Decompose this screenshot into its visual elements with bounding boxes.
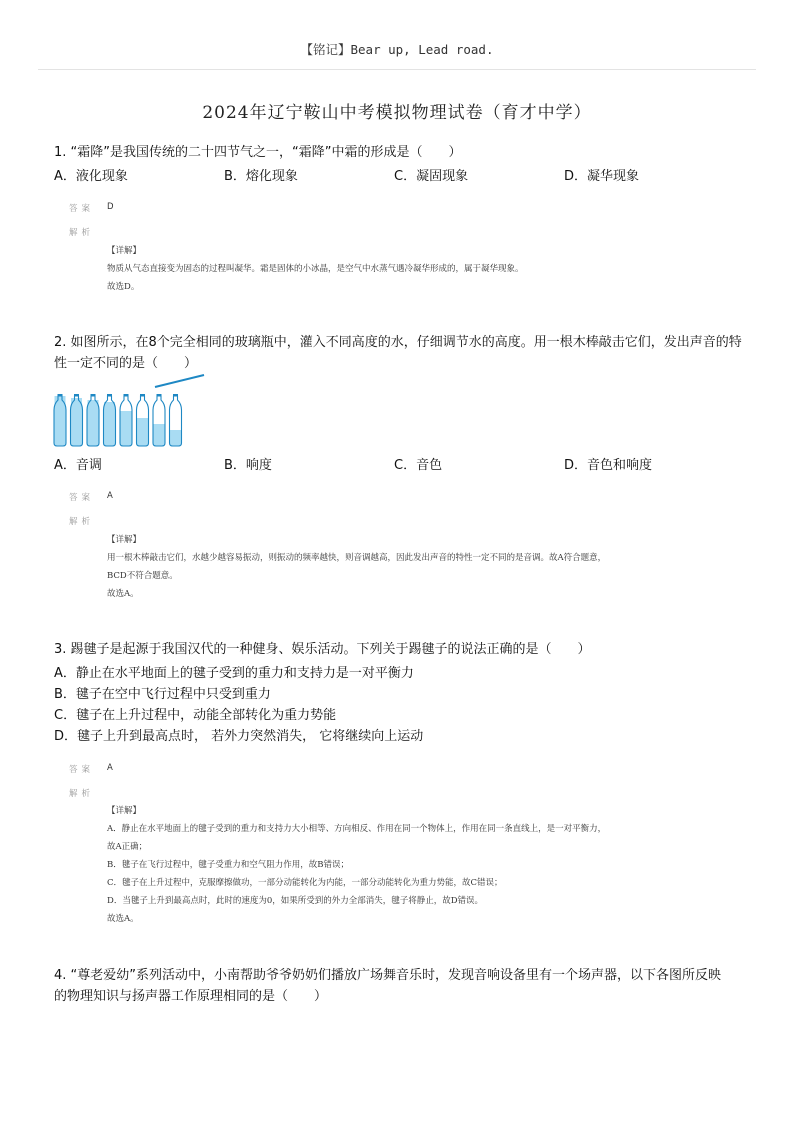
question-3-answer: A [107, 763, 113, 773]
bottle-mouth [124, 394, 129, 397]
page-title: 2024年辽宁鞍山中考模拟物理试卷（育才中学） [202, 103, 592, 123]
answer-label: 答案 [69, 204, 95, 214]
bottle-water [154, 424, 165, 446]
bottle-mouth [157, 394, 162, 397]
bottle-mouth [74, 394, 79, 397]
question-2-option-a: A．音调 [54, 458, 102, 473]
question-1-option-a: A．液化现象 [54, 169, 128, 184]
bottle-water [170, 430, 181, 446]
bottle-mouth [58, 394, 63, 397]
question-1-option-b: B．熔化现象 [224, 169, 298, 184]
glass-bottles-figure [52, 370, 212, 450]
wooden-stick [155, 375, 204, 387]
question-1-detail: 【详解】 物质从气态直接变为固态的过程叫凝华。霜是固体的小冰晶，是空气中水蒸气遇冷凝华形成的，属于凝华现象。 故选D。 [107, 246, 524, 292]
question-1-option-c: C．凝固现象 [394, 169, 469, 184]
analysis-label: 解析 [69, 228, 95, 238]
question-3-option-c: C．毽子在上升过程中，动能全部转化为重力势能 [54, 708, 337, 723]
answer-label: 答案 [69, 493, 95, 503]
answer-label: 答案 [69, 765, 95, 775]
question-3-detail: 【详解】 A．静止在水平地面上的毽子受到的重力和支持力大小相等、方向相反、作用在同一个物体上，作用在同一条直线上，是一对平衡力， 故A正确； B．毽子在飞行过程中，毽子受重力和空气阻力作用，故B错误； C．毽子在上升过程中，克服摩擦做功，一部分动能转化为内能，一部分动能转化为重力势能，故C错误； D．当毽子上升到最高点时，此时的速度为0，如果所受到的外力全部消失，毽子将静止，故D错误。 故选A。 [107, 806, 607, 924]
analysis-label: 解析 [69, 517, 95, 527]
bottle-mouth [91, 394, 96, 397]
question-2-answer: A [107, 491, 113, 501]
bottle-water [55, 396, 66, 446]
question-3-stem: 3. 踢毽子是起源于我国汉代的一种健身、娱乐活动。下列关于踢毽子的说法正确的是（ ） [54, 642, 591, 657]
bottle-water [71, 398, 82, 446]
question-1-stem: 1. “霜降”是我国传统的二十四节气之一，“霜降”中霜的形成是（ ） [54, 145, 462, 160]
bottle-water [88, 400, 99, 446]
question-1-answer: D [107, 202, 114, 212]
question-2-option-c: C．音色 [394, 458, 443, 473]
header-motto: 【铭记】Bear up, Lead road. [300, 42, 494, 57]
analysis-label: 解析 [69, 789, 95, 799]
bottle-mouth [173, 394, 178, 397]
bottle-water [137, 418, 148, 446]
bottle-water [104, 402, 115, 446]
header-divider [38, 69, 756, 70]
question-2-stem: 2. 如图所示，在8个完全相同的玻璃瓶中，灌入不同高度的水，仔细调节水的高度。用一根木棒敲击它们，发出声音的特 性一定不同的是（ ） [54, 335, 742, 371]
question-2-option-d: D．音色和响度 [564, 458, 653, 473]
question-3-option-b: B．毽子在空中飞行过程中只受到重力 [54, 687, 271, 702]
question-3-option-a: A．静止在水平地面上的毽子受到的重力和支持力是一对平衡力 [54, 666, 414, 681]
bottle-water [121, 411, 132, 446]
question-2-detail: 【详解】 用一根木棒敲击它们，水越少越容易振动，则振动的频率越快，则音调越高，因此发出声音的特性一定不同的是音调。故A符合题意， BCD不符合题意。 故选A。 [107, 535, 607, 599]
bottle-mouth [140, 394, 145, 397]
bottle-mouth [107, 394, 112, 397]
question-3-option-d: D．毽子上升到最高点时， 若外力突然消失， 它将继续向上运动 [54, 729, 424, 744]
question-1-option-d: D．凝华现象 [564, 169, 640, 184]
question-4-stem: 4. “尊老爱幼”系列活动中，小南帮助爷爷奶奶们播放广场舞音乐时，发现音响设备里有一个场声器，以下各图所反映 的物理知识与扬声器工作原理相同的是（ ） [54, 968, 722, 1004]
question-2-option-b: B．响度 [224, 458, 272, 473]
